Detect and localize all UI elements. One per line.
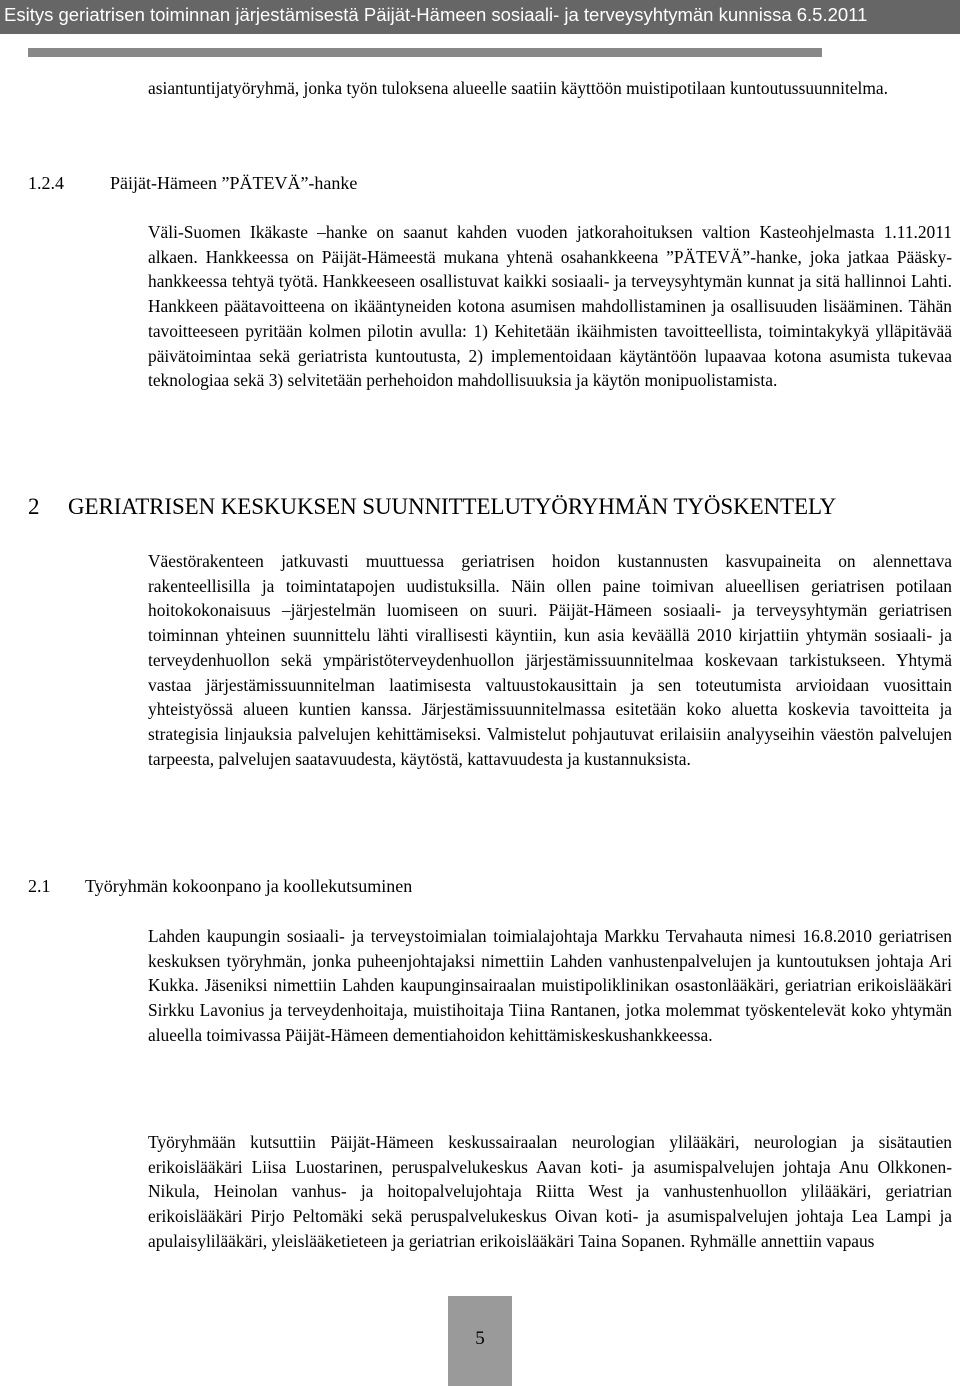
- chapter-number: 2: [28, 494, 40, 519]
- document-title: Esitys geriatrisen toiminnan järjestämisestä Päijät-Hämeen sosiaali- ja terveysyhtymän kunnissa 6.5.2011: [4, 4, 868, 25]
- header-rule: [28, 48, 822, 57]
- chapter-heading-2: [28, 494, 836, 520]
- section-heading-2-1: [28, 876, 412, 897]
- paragraph-invited-members: Työryhmään kutsuttiin Päijät-Hämeen keskussairaalan neurologian ylilääkäri, neurologian ja sisätautien erikoislääkäri Liisa Luostarinen, peruspalvelukeskus Aavan koti- ja asumispalvelujen johtaja Anu Olkkonen-Nikula, Heinolan vanhus- ja hoitopalvelujohtaja Riitta West ja vanhustenhuollon ylilääkäri, geriatrian erikoislääkäri Pirjo Peltomäki sekä peruspalvelukeskus Oivan koti- ja asumispalvelujen johtaja Lea Lampi ja apulaisylilääkäri, yleislääketieteen ja geriatrian erikoislääkäri Taina Sopanen. Ryhmälle annettiin vapaus: [148, 1132, 952, 1251]
- section-title: Työryhmän kokoonpano ja koollekutsuminen: [85, 876, 413, 896]
- section-number: 1.2.4: [28, 173, 64, 193]
- paragraph-geriatric-planning: Väestörakenteen jatkuvasti muuttuessa geriatrisen hoidon kustannusten kasvupaineita on alennettava rakenteellisilla ja toimintatapojen uudistuksilla. Näin ollen paine toimivan alueellisen geriatrisen potilaan hoitokokonaisuus –järjestelmän luomiseen on suuri. Päijät-Hämeen sosiaali- ja terveysyhtymän geriatrisen toiminnan yhteinen suunnittelu lähti virallisesti käyntiin, kun asia keväällä 2010 kirjattiin yhtymän sosiaali- ja terveydenhuollon sekä ympäristöterveydenhuollon järjestämissuunnitelmaa koskevaan tarkistukseen. Yhtymä vastaa järjestämissuunnitelman laatimisesta valtuustokausittain ja sen toteutumista arvioidaan vuosittain yhteistyössä alueen kuntien kanssa. Järjestämissuunnitelmassa esitetään koko aluetta koskevia tavoitteita ja strategisia linjauksia palvelujen kehittämiseksi. Valmistelut pohjautuvat erilaisiin analyyseihin väestön palvelujen tarpeesta, palvelujen saatavuudesta, käytöstä, kattavuudesta ja kustannuksista.: [148, 551, 952, 769]
- page-number-box: [448, 1296, 512, 1386]
- section-number: 2.1: [28, 876, 51, 896]
- paragraph-pateva-project: Väli-Suomen Ikäkaste –hanke on saanut kahden vuoden jatkorahoituksen valtion Kasteohjelmasta 1.11.2011 alkaen. Hankkeessa on Päijät-Hämeestä mukana yhtenä osahankkeena ”PÄTEVÄ”-hanke, joka jatkaa Pääsky-hankkeessa tehtyä työtä. Hankkeeseen osallistuvat kaikki sosiaali- ja terveysyhtymän kunnat ja sitä hallinnoi Lahti. Hankkeen päätavoitteena on ikääntyneiden kotona asumisen mahdollistaminen ja osallisuuden lisääminen. Tähän tavoitteeseen pyritään kolmen pilotin avulla: 1) Kehitetään ikäihmisten tavoitteellista, toimintakykyä ylläpitävää päivätoimintaa sekä geriatrista kuntoutusta, 2) implementoidaan käytäntöön lupaavaa kotona asumista tukevaa teknologiaa sekä 3) selvitetään perhehoidon mahdollisuuksia ja käytön monipuolistamista.: [148, 222, 952, 391]
- section-heading-1-2-4: [28, 173, 357, 194]
- chapter-title: GERIATRISEN KESKUKSEN SUUNNITTELUTYÖRYHMÄN TYÖSKENTELY: [68, 494, 837, 519]
- paragraph-working-group: Lahden kaupungin sosiaali- ja terveystoimialan toimialajohtaja Markku Tervahauta nimesi 16.8.2010 geriatrisen keskuksen työryhmän, jonka puheenjohtajaksi nimettiin Lahden vanhustenpalvelujen ja kuntoutuksen johtaja Ari Kukka. Jäseniksi nimettiin Lahden kaupunginsairaalan muistipoliklinikan osastonlääkäri, geriatrian erikoislääkäri Sirkku Lavonius ja terveydenhoitaja, muistihoitaja Tiina Rantanen, jotka molemmat työskentelevät koko yhtymän alueella toimivassa Päijät-Hämeen dementiahoidon kehittämiskeskushankkeessa.: [148, 926, 952, 1045]
- paragraph-memory-rehab-plan: asiantuntijatyöryhmä, jonka työn tuloksena alueelle saatiin käyttöön muistipotilaan kuntoutussuunnitelma.: [148, 78, 888, 98]
- section-title: Päijät-Hämeen ”PÄTEVÄ”-hanke: [110, 173, 358, 193]
- page-number: 5: [475, 1328, 485, 1349]
- document-title-bar: [0, 0, 960, 34]
